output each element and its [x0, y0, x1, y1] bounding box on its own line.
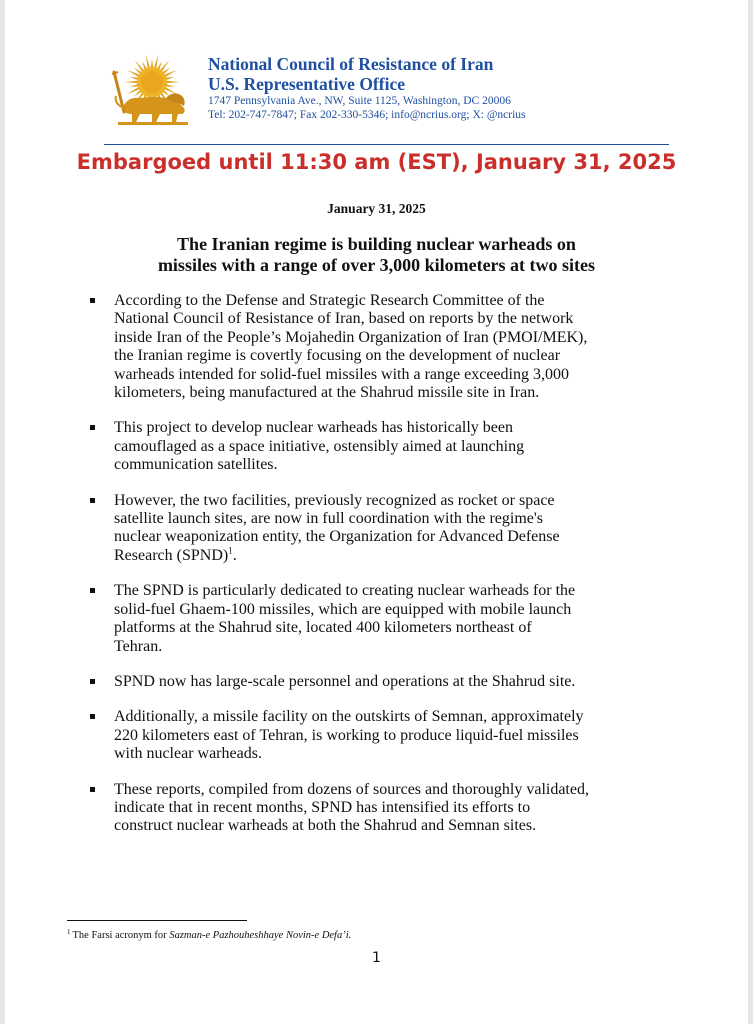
list-item: SPND now has large-scale personnel and operations at the Shahrud site.: [90, 673, 700, 691]
headline-line-1: The Iranian regime is building nuclear warheads on: [177, 234, 576, 254]
letterhead-divider: [104, 144, 669, 145]
square-bullet-icon: [90, 425, 95, 430]
sun-ray: [166, 81, 180, 84]
sun-ray: [146, 55, 150, 69]
footnote-number: 1: [67, 927, 71, 936]
sun-ray: [154, 55, 158, 69]
office-address: 1747 Pennsylvania Ave., NW, Suite 1125, Washington, DC 20006: [208, 95, 511, 107]
headline: [60, 234, 693, 276]
embargo-notice: Embargoed until 11:30 am (EST), January 31, 2025: [76, 150, 677, 174]
footnote-italic-text: Sazman-e Pazhouheshhaye Novin-e Defa’i.: [169, 930, 352, 941]
sun-ray: [135, 60, 145, 72]
square-bullet-icon: [90, 787, 95, 792]
square-bullet-icon: [90, 498, 95, 503]
headline-line-2: missiles with a range of over 3,000 kilometers at two sites: [157, 255, 596, 275]
footnote-reference[interactable]: 1: [228, 545, 233, 556]
sun-ray: [160, 60, 170, 72]
list-item: Additionally, a missile facility on the outskirts of Semnan, approximately 220 kilometers east of Tehran, is working to produce liquid-fuel missiles with nuclear warheads.: [90, 708, 700, 763]
org-name: National Council of Resistance of Iran: [208, 54, 494, 74]
list-item: These reports, compiled from dozens of sources and thoroughly validated, indicate that in recent months, SPND has intensified its efforts to construct nuclear warheads at both the Shahrud and Semnan sites.: [90, 781, 700, 836]
footnote-text: The Farsi acronym for: [72, 930, 170, 941]
list-item: This project to develop nuclear warheads has historically been camouflaged as a space initiative, ostensibly aimed at launching communication satellites.: [90, 419, 700, 474]
page-number: 1: [372, 950, 381, 966]
footnote-divider: [67, 920, 247, 921]
square-bullet-icon: [90, 588, 95, 593]
lion-and-sun-emblem-icon: [104, 52, 196, 128]
office-name: U.S. Representative Office: [208, 74, 405, 94]
square-bullet-icon: [90, 714, 95, 719]
list-item: However, the two facilities, previously recognized as rocket or space satellite launch sites, are now in full coordination with the regime's nuclear weaponization entity, the Organization for Advanced Defense Research (SPND)$^1$.: [90, 492, 700, 566]
letterhead: [104, 52, 664, 132]
square-bullet-icon: [90, 298, 95, 303]
footnote: [67, 927, 352, 941]
list-item: According to the Defense and Strategic Research Committee of the National Council of Resistance of Iran, based on reports by the network inside Iran of the People’s Mojahedin Organization of Iran (PMOI/MEK), the Iranian regime is covertly focusing on the development of nuclear warheads intended for solid-fuel missiles with a range exceeding 3,000 kilometers, being manufactured at the Shahrud missile site in Iran.: [90, 292, 700, 402]
sun-ray: [151, 59, 154, 68]
square-bullet-icon: [90, 679, 95, 684]
bullet-list: [90, 292, 700, 853]
document-date: January 31, 2025: [327, 201, 426, 216]
list-item: The SPND is particularly dedicated to creating nuclear warheads for the solid-fuel Ghaem-100 missiles, which are equipped with mobile launch platforms at the Shahrud site, located 400 kilometers northeast of Tehran.: [90, 582, 700, 656]
sun-ray: [124, 81, 138, 84]
office-contact: Tel: 202-747-7847; Fax 202-330-5346; info@ncrius.org; X: @ncrius: [208, 109, 526, 121]
